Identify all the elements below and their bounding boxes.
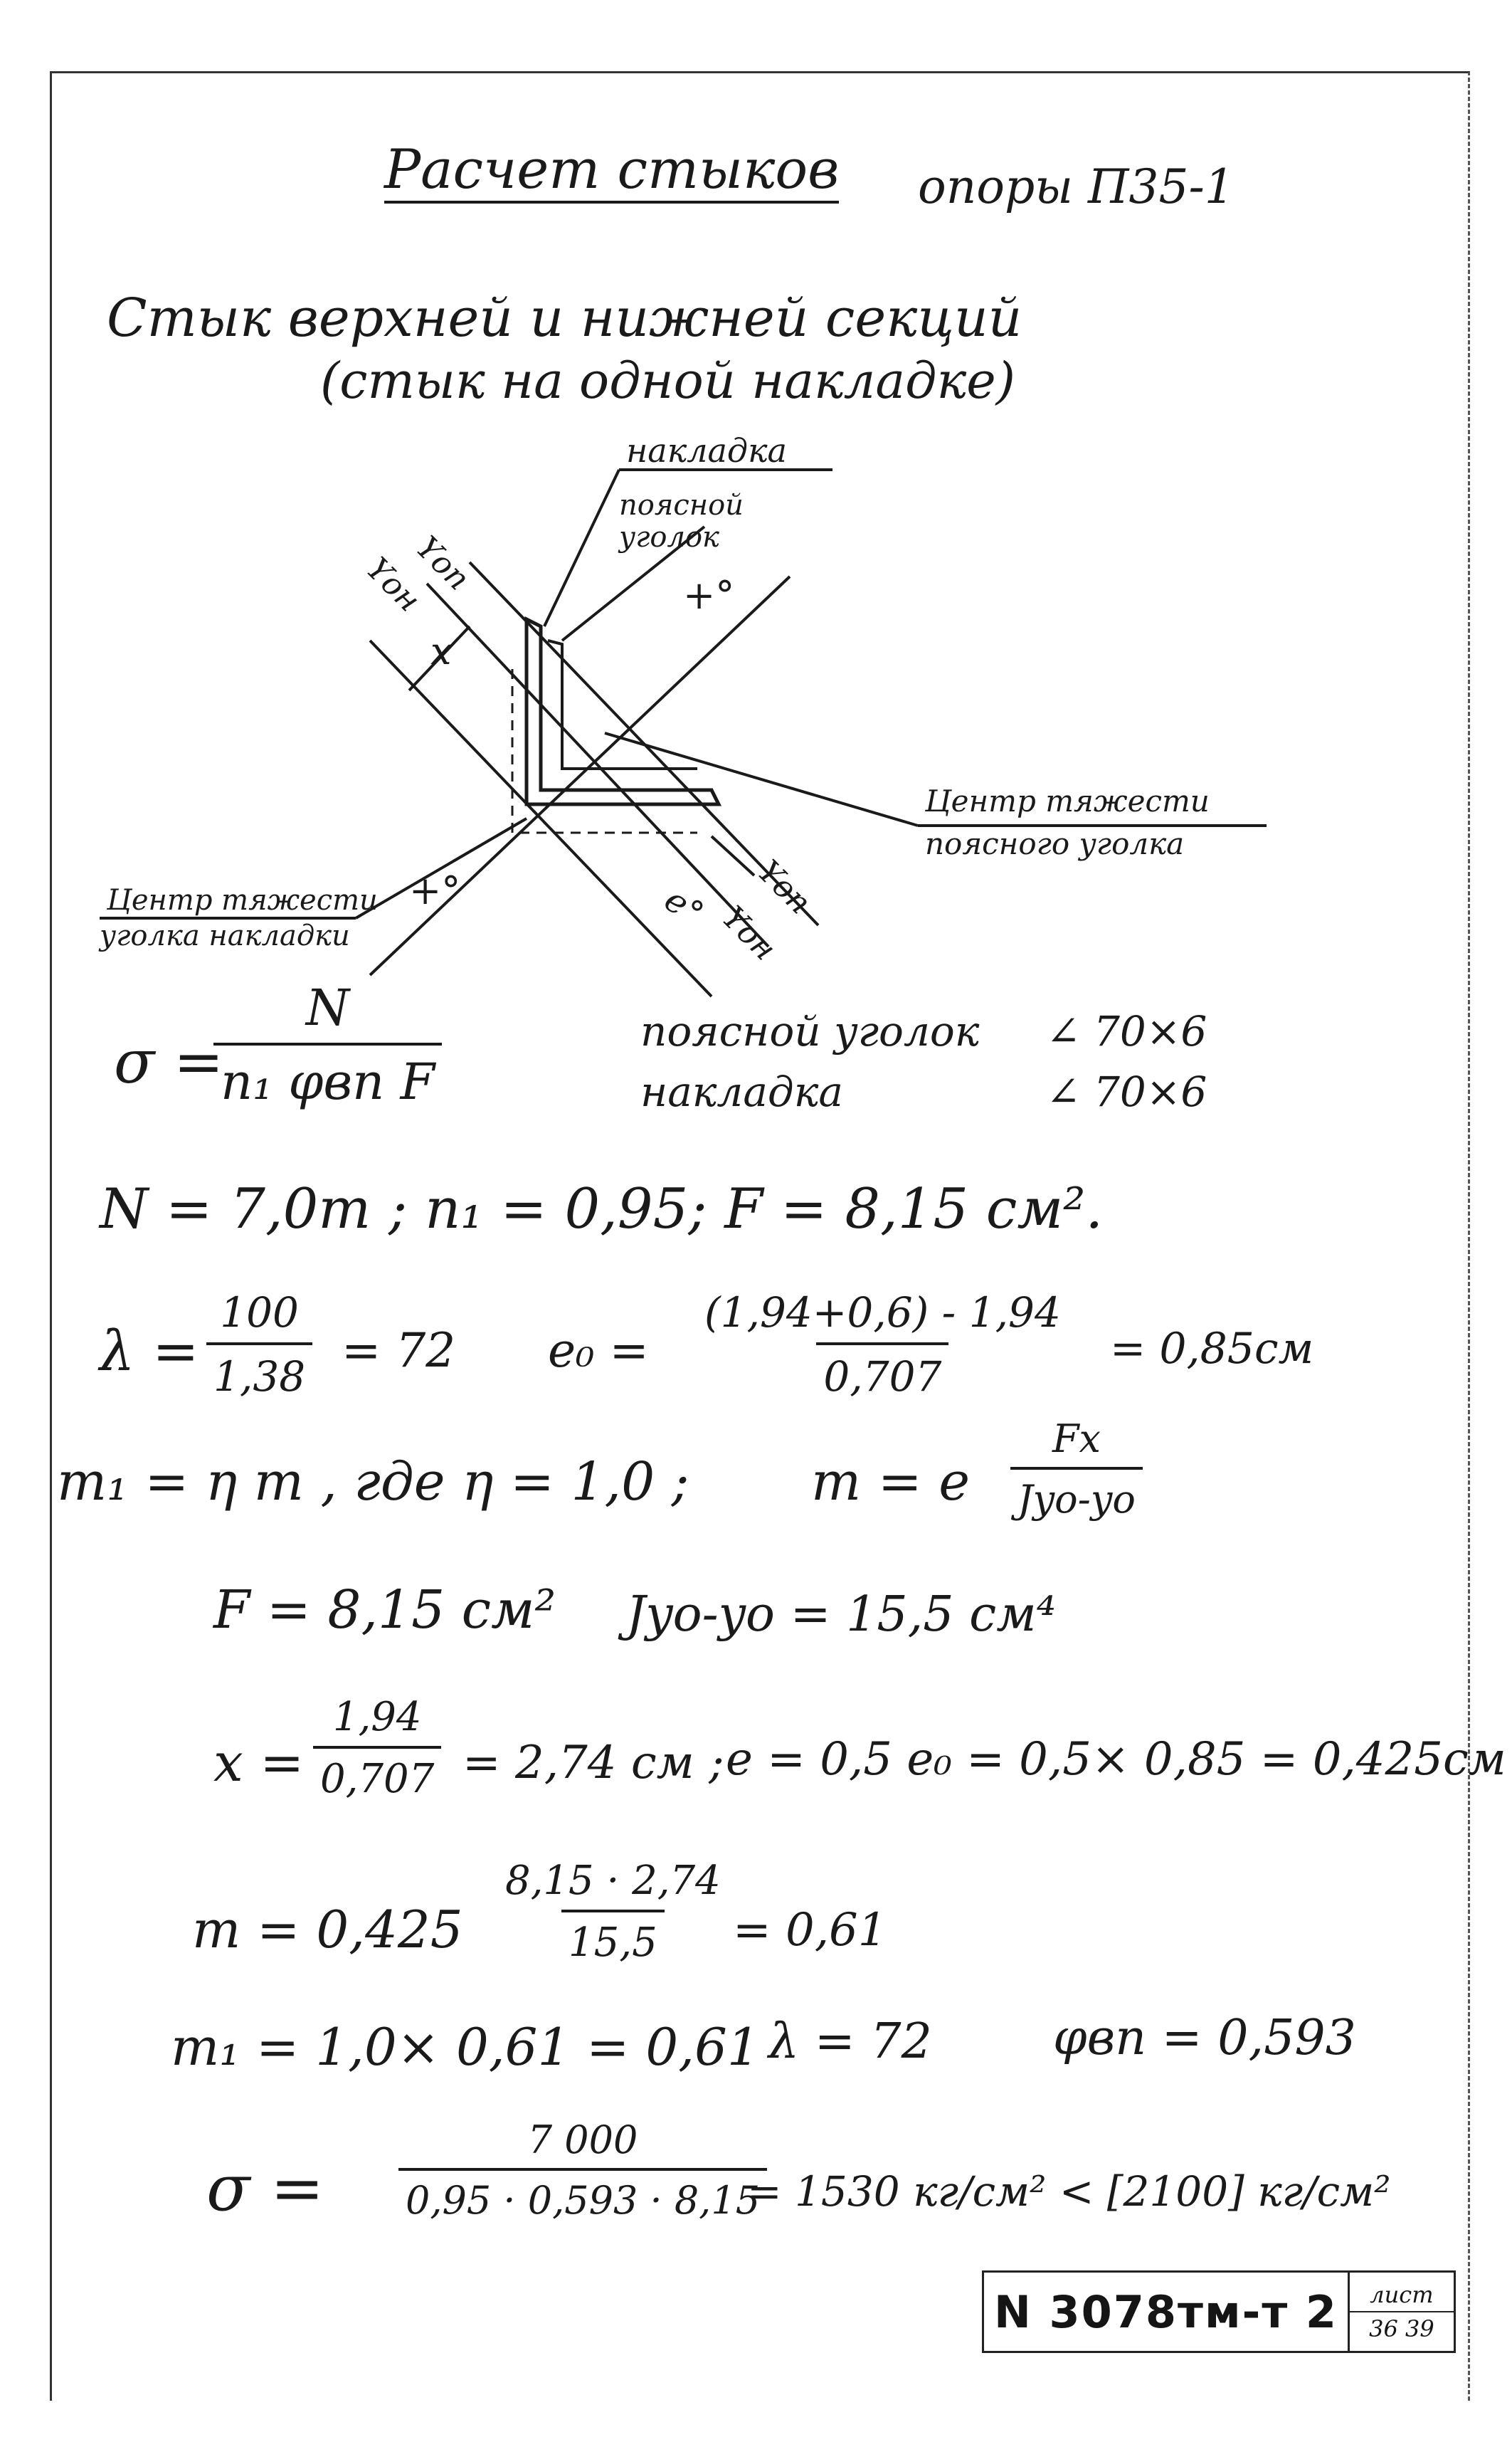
sigma2-lhs: σ = — [206, 2151, 324, 2226]
sigma-denominator: n₁ φвп F — [213, 1043, 442, 1111]
m-denominator: Jyo-yo — [1010, 1467, 1143, 1522]
label-yon-top: Yон — [359, 550, 428, 619]
e0-numerator: (1,94+0,6) - 1,94 — [704, 1288, 1061, 1337]
x-result: = 2,74 см ; — [462, 1737, 724, 1789]
label-x-top: x — [430, 631, 452, 673]
e0-lhs: e₀ = — [548, 1323, 649, 1378]
e0-fraction — [697, 1288, 1068, 1401]
profile-2-value: ∠ 70×6 — [1046, 1068, 1207, 1116]
label-poyasnoy-1: поясной — [619, 489, 744, 522]
m-lhs: m = e — [811, 1451, 971, 1512]
section-heading-line1: Стык верхней и нижней секций — [107, 288, 1022, 349]
sigma2-numerator: 7 000 — [527, 2117, 638, 2162]
stamp-sheet-number: 36 39 — [1369, 2315, 1434, 2342]
stamp-sheet — [1348, 2273, 1454, 2351]
label-poyasnoy-2: уголок — [619, 521, 719, 554]
sigma2-result: = 1530 кг/см² < [2100] кг/см² — [747, 2167, 1391, 2216]
label-yop-bottom: Yоп — [750, 853, 818, 922]
profile-2-name: накладка — [640, 1068, 843, 1116]
joint-diagram — [0, 0, 1512, 1011]
profile-1-name: поясной уголок — [640, 1007, 980, 1056]
stamp-sheet-label: лист — [1350, 2281, 1454, 2312]
label-e0: e° — [657, 880, 711, 934]
label-yon-bottom: Yон — [714, 899, 783, 968]
stamp-code: N 3078тм-т 2 — [994, 2285, 1338, 2338]
angle-profile-inner — [548, 641, 697, 769]
m-calc-numerator: 8,15 · 2,74 — [505, 1858, 721, 1904]
e-line: e = 0,5 e₀ = 0,5× 0,85 = 0,425см — [726, 1733, 1506, 1786]
drawing-stamp — [982, 2270, 1456, 2353]
dim-e0 — [712, 836, 754, 875]
label-center-nakladki-2: уголка накладки — [100, 920, 350, 952]
label-x0-top: +° — [683, 573, 735, 618]
m-calc-lhs: m = 0,425 — [192, 1900, 463, 1959]
F-value: F = 8,15 см² — [213, 1579, 556, 1641]
e0-result: = 0,85см — [1110, 1324, 1314, 1374]
label-yop-top: Yоп — [408, 529, 477, 598]
m1-definition: m₁ = η m , где η = 1,0 ; — [57, 1451, 689, 1512]
label-center-poyasnogo-2: поясного уголка — [925, 826, 1185, 861]
lambda-lhs: λ = — [100, 1320, 199, 1384]
label-x0-bottom: +° — [409, 868, 461, 913]
m-numerator: Fx — [1052, 1416, 1101, 1461]
page-title: Расчет стыков — [384, 142, 839, 204]
section-heading-line2: (стык на одной накладке) — [320, 352, 1015, 410]
sigma-fraction — [213, 979, 442, 1111]
label-nakladka: накладка — [626, 431, 787, 470]
lambda-72: λ = 72 — [768, 2014, 932, 2070]
x-fraction — [313, 1694, 441, 1802]
x-lhs: x = — [213, 1732, 305, 1794]
m1-calc: m₁ = 1,0× 0,61 = 0,61 — [171, 2017, 760, 2077]
x-denominator: 0,707 — [313, 1746, 441, 1802]
page-subtitle: опоры П35-1 — [918, 159, 1235, 214]
lambda-result: = 72 — [342, 1323, 456, 1378]
J-value: Jyo-yo = 15,5 см⁴ — [626, 1586, 1056, 1643]
sigma2-fraction — [398, 2117, 767, 2223]
lambda-denominator: 1,38 — [206, 1342, 312, 1401]
angle-profile-outer — [527, 619, 719, 804]
profile-1-value: ∠ 70×6 — [1046, 1007, 1207, 1056]
phi-value: φвп = 0,593 — [1053, 2010, 1356, 2066]
lambda-numerator: 100 — [220, 1288, 299, 1337]
sigma-lhs: σ = — [114, 1027, 224, 1097]
label-center-nakladki-1: Центр тяжести — [107, 884, 378, 917]
sigma2-denominator: 0,95 · 0,593 · 8,15 — [398, 2168, 767, 2223]
x-numerator: 1,94 — [332, 1694, 422, 1740]
sigma-numerator: N — [305, 979, 350, 1037]
leader-center-poyasnogo — [605, 733, 918, 826]
e0-denominator: 0,707 — [816, 1342, 948, 1401]
m-calc-denominator: 15,5 — [561, 1910, 665, 1966]
m-fraction — [1010, 1416, 1143, 1522]
m-calc-fraction — [498, 1858, 728, 1966]
label-center-poyasnogo-1: Центр тяжести — [925, 784, 1210, 819]
m-calc-result: = 0,61 — [733, 1904, 887, 1957]
lambda-fraction — [206, 1288, 312, 1401]
line-N-n1-F: N = 7,0т ; n₁ = 0,95; F = 8,15 см². — [100, 1177, 1104, 1241]
